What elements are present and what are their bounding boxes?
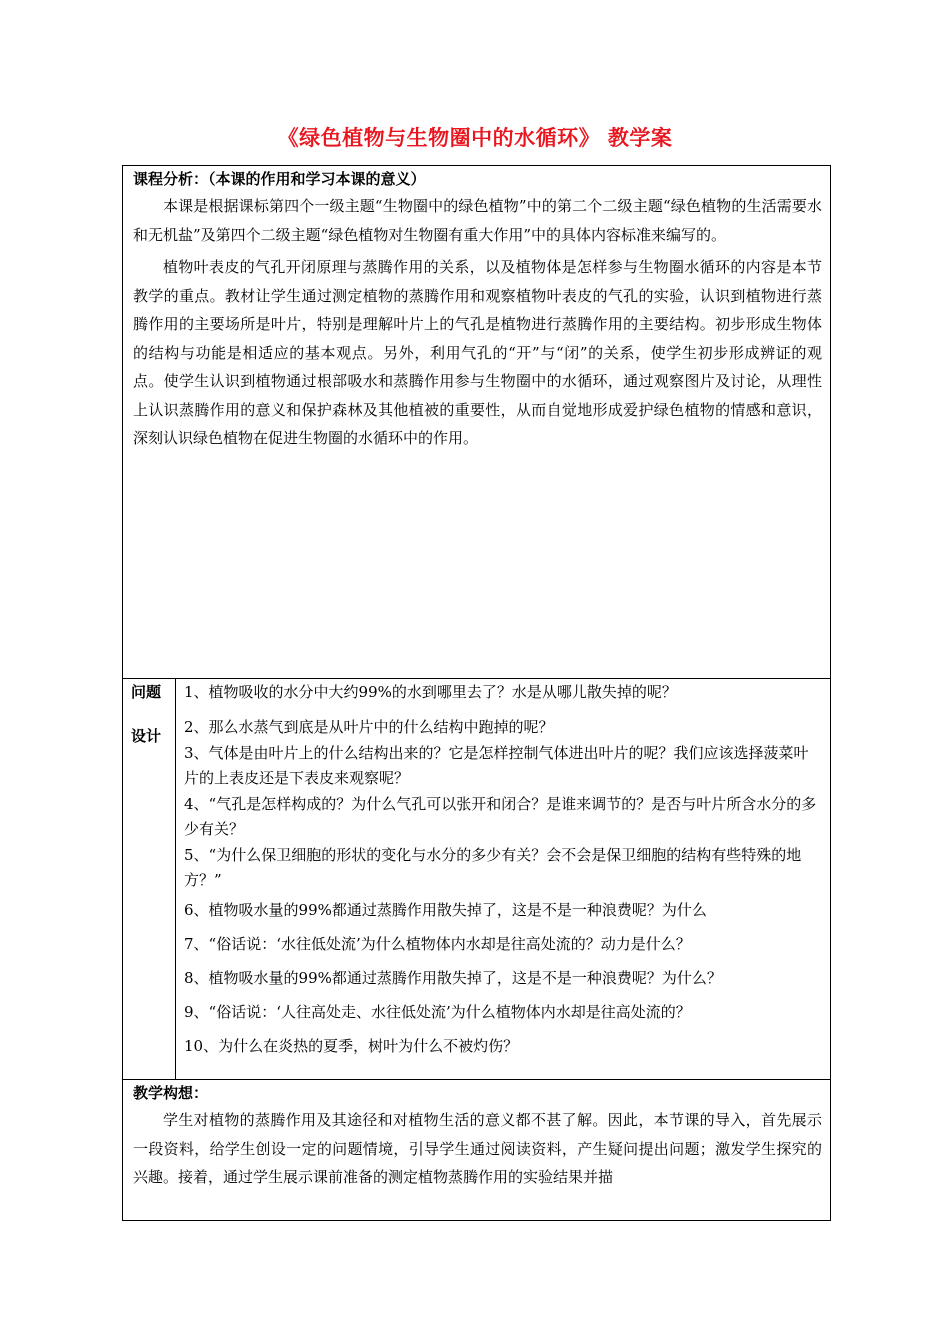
teaching-concept-heading: 教学构想： — [133, 1084, 209, 1102]
course-analysis-row — [123, 166, 831, 679]
question-design-label-cell — [123, 679, 176, 1080]
lesson-plan-table — [122, 165, 831, 1221]
question-design-row — [123, 679, 831, 1080]
question-item-4: 4、“气孔是怎样构成的？为什么气孔可以张开和闭合？是谁来调节的？是否与叶片所含水分的多少有关？ — [184, 795, 817, 838]
question-item-10: 10、为什么在炎热的夏季，树叶为什么不被灼伤？ — [184, 1037, 519, 1055]
teaching-concept-row — [123, 1080, 831, 1221]
question-item-2: 2、那么水蒸气到底是从叶片中的什么结构中跑掉的呢？ — [184, 718, 554, 736]
course-analysis-paragraph-2: 植物叶表皮的气孔开闭原理与蒸腾作用的关系，以及植物体是怎样参与生物圈水循环的内容是本节教学的重点。教材让学生通过测定植物的蒸腾作用和观察植物叶表皮的气孔的实验，认识到植物进行蒸腾作用的主要场所是叶片，特别是理解叶片上的气孔是植物进行蒸腾作用的主要结构。初步形成生物体的结构与功能是相适应的基本观点。另外，利用气孔的“开”与“闭”的关系，使学生初步形成辨证的观点。使学生认识到植物通过根部吸水和蒸腾作用参与生物圈中的水循环，通过观察图片及讨论，从理性上认识蒸腾作用的意义和保护森林及其他植被的重要性，从而自觉地形成爱护绿色植物的情感和意识，深刻认识绿色植物在促进生物圈的水循环中的作用。 — [133, 258, 822, 447]
question-design-label-line2: 设计 — [131, 727, 162, 745]
question-item-1: 1、植物吸收的水分中大约99%的水到哪里去了？水是从哪儿散失掉的呢？ — [184, 683, 677, 701]
question-list-cell — [176, 679, 831, 1080]
teaching-concept-paragraph: 学生对植物的蒸腾作用及其途径和对植物生活的意义都不甚了解。因此，本节课的导入，首先展示一段资料，给学生创设一定的问题情境，引导学生通过阅读资料，产生疑问提出问题；激发学生探究的兴趣。接着，通过学生展示课前准备的测定植物蒸腾作用的实验结果并描 — [133, 1111, 822, 1186]
course-analysis-heading: 课程分析：（本课的作用和学习本课的意义） — [133, 170, 426, 188]
question-item-8: 8、植物吸水量的99%都通过蒸腾作用散失掉了，这是不是一种浪费呢？为什么？ — [184, 969, 722, 987]
question-item-3: 3、气体是由叶片上的什么结构出来的？它是怎样控制气体进出叶片的呢？我们应该选择菠菜叶片的上表皮还是下表皮来观察呢？ — [184, 744, 809, 787]
question-item-9: 9、“俗话说：‘人往高处走、水往低处流’为什么植物体内水却是往高处流的？ — [184, 1003, 691, 1021]
document-title: 《绿色植物与生物圈中的水循环》 教学案 — [277, 125, 673, 150]
course-analysis-paragraph-1: 本课是根据课标第四个一级主题“生物圈中的绿色植物”中的第二个二级主题“绿色植物的生活需要水和无机盐”及第四个二级主题“绿色植物对生物圈有重大作用”中的具体内容标准来编写的。 — [133, 197, 822, 244]
question-design-label-line1: 问题 — [131, 683, 162, 701]
question-item-7: 7、“俗话说：‘水往低处流’为什么植物体内水却是往高处流的？动力是什么？ — [184, 935, 691, 953]
question-item-6: 6、植物吸水量的99%都通过蒸腾作用散失掉了，这是不是一种浪费呢？为什么 — [184, 901, 707, 919]
teaching-concept-cell — [123, 1080, 831, 1221]
course-analysis-cell — [123, 166, 831, 679]
question-item-5: 5、“为什么保卫细胞的形状的变化与水分的多少有关？会不会是保卫细胞的结构有些特殊的地方？” — [184, 846, 802, 889]
